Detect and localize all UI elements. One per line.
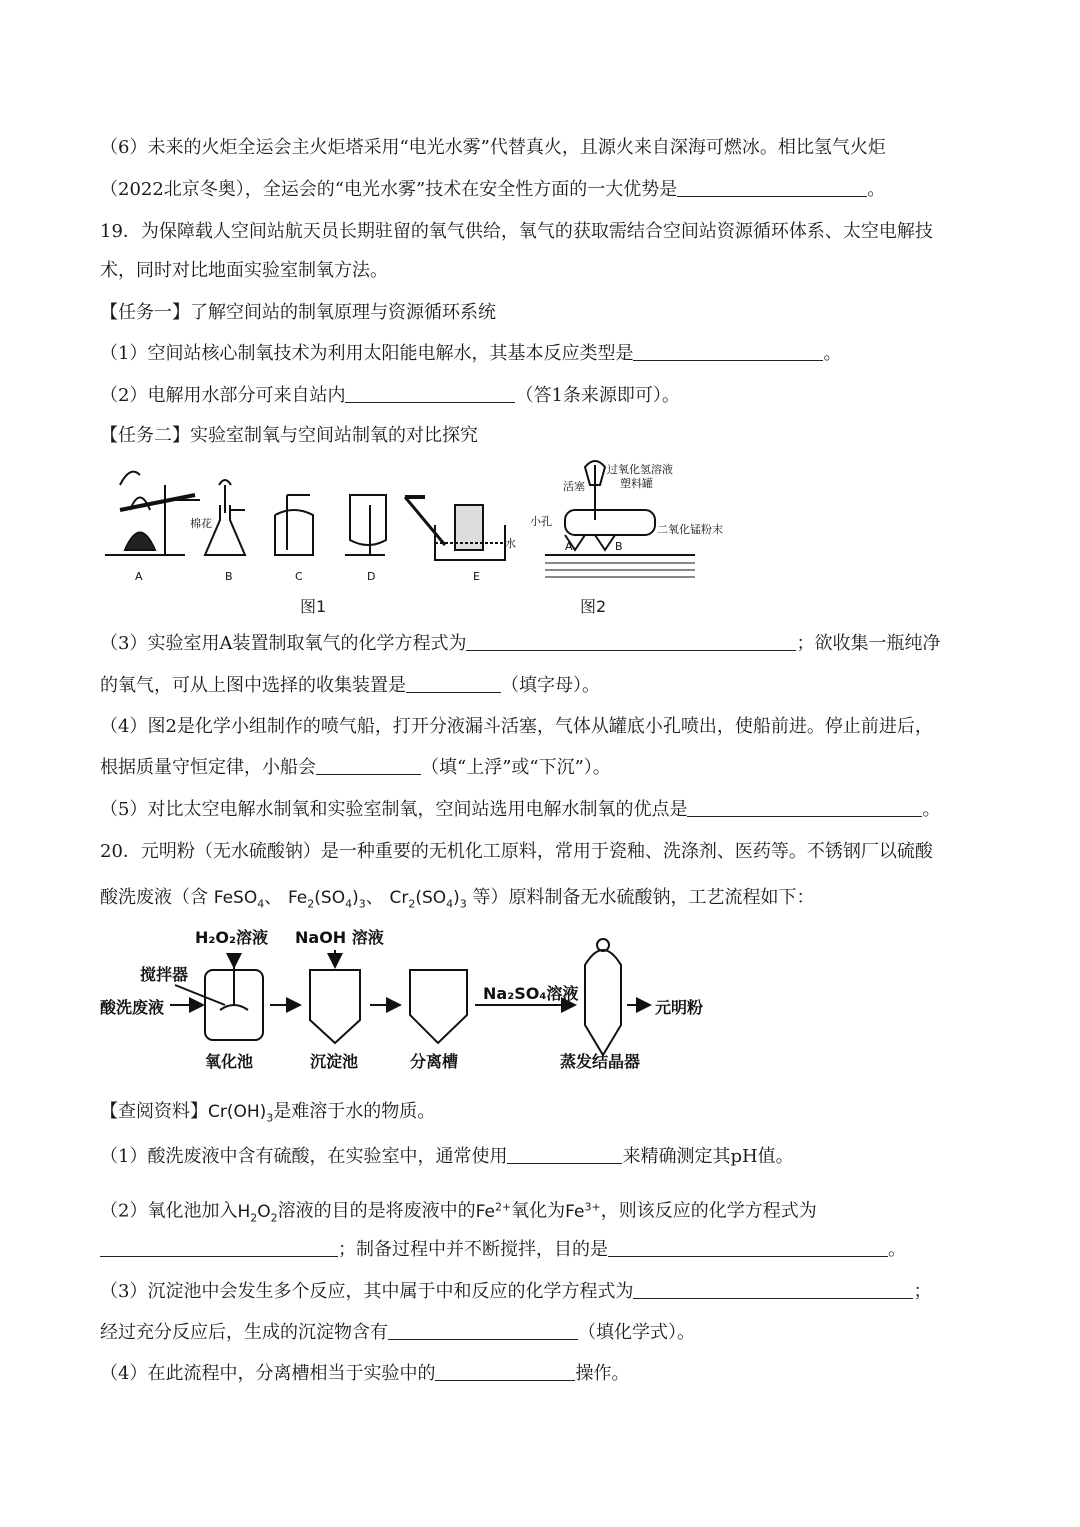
answer-blank[interactable] [100,1238,338,1257]
flow-label-evaporator: 蒸发结晶器 [560,1052,641,1071]
q19-q4-line1: （4）图2是化学小组制作的喷气船，打开分液漏斗活塞，气体从罐底小孔喷出，使船前进。停止前进后， [100,716,933,737]
chem-fe2so43: $Fe_2(SO_4)_3$ [287,888,366,911]
q20-q3-line2: 经过充分反应后，生成的沉淀物含有 （填化学式）。 [100,1322,695,1343]
q19-q1: （1）空间站核心制氧技术为利用太阳能电解水，其基本反应类型是 。 [100,343,842,364]
label-water: 水 [505,537,516,550]
answer-blank[interactable] [345,384,515,403]
q19-q2: （2）电解用水部分可来自站内 （答1条来源即可）。 [100,385,680,406]
label-h2o2: 过氧化氢溶液 [607,463,673,476]
answer-blank[interactable] [608,1238,888,1257]
q20-intro-line1: 20．元明粉（无水硫酸钠）是一种重要的无机化工原料，常用于瓷釉、洗涤剂、医药等。不锈钢厂以硫酸 [100,841,933,862]
process-flow-diagram [95,925,755,1080]
q19-q3-line1: （3）实验室用A装置制取氧气的化学方程式为 ；欲收集一瓶纯净 [100,633,941,654]
answer-blank[interactable] [435,1362,575,1381]
label-boat-b: B [615,540,623,553]
label-can: 塑料罐 [620,477,653,490]
apparatus-e [405,497,505,560]
q20-reference: 【查阅资料】$Cr(OH)_3$是难溶于水的物质。 [100,1101,436,1125]
apparatus-d [345,495,386,555]
q19-q5: （5）对比太空电解水制氧和实验室制氧，空间站选用电解水制氧的优点是 。 [100,799,941,820]
flow-label-separation: 分离槽 [410,1052,459,1071]
q19-task1-heading: 【任务一】了解空间站的制氧原理与资源循环系统 [100,302,496,323]
separation-tank [410,970,467,1043]
label-c: C [295,570,303,583]
q18-6-line2: （2022北京冬奥），全运会的“电光水雾”技术在安全性方面的一大优势是 。 [100,179,886,200]
flow-label-product: 元明粉 [655,998,704,1017]
apparatus-a [105,472,200,555]
flow-label-stirrer: 搅拌器 [140,965,189,984]
answer-blank[interactable] [633,342,823,361]
q20-q2-line1: （2）氧化池加入$H_2O_2$溶液的目的是将废液中的$Fe^{2+}$氧化为$Fe^{3+}$，则该反应的化学方程式为 [100,1200,817,1225]
answer-blank[interactable] [316,756,421,775]
flow-label-precipitation: 沉淀池 [310,1052,359,1071]
label-a: A [135,570,143,583]
precipitation-tank [310,970,360,1043]
flow-label-na2so4: Na₂SO₄溶液 [483,984,579,1003]
evaporator [585,950,621,1055]
q19-task2-heading: 【任务二】实验室制氧与空间站制氧的对比探究 [100,425,478,446]
q20-intro-line2: 酸洗废液（含 FeSO$_4$、 $Fe_2(SO_4)_3$、 $Cr_2(SO_4)_3$ 等）原料制备无水硫酸钠，工艺流程如下： [100,887,815,911]
label-hole: 小孔 [530,515,552,528]
label-valve: 活塞 [563,480,585,493]
figure2-caption: 图2 [580,597,607,616]
flow-label-oxidation: 氧化池 [205,1052,254,1071]
q20-q4: （4）在此流程中，分离槽相当于实验中的 操作。 [100,1363,630,1384]
figure1-caption: 图1 [300,597,327,616]
q19-q4-line2: 根据质量守恒定律，小船会 （填“上浮”或“下沉”）。 [100,757,611,778]
answer-blank[interactable] [388,1321,578,1340]
answer-blank[interactable] [466,632,796,651]
answer-blank[interactable] [677,178,867,197]
q19-q3-line2: 的氧气，可从上图中选择的收集装置是 （填字母）。 [100,675,600,696]
flow-label-naoh: NaOH 溶液 [295,928,384,947]
answer-blank[interactable] [507,1145,622,1164]
q20-q1: （1）酸洗废液中含有硫酸，在实验室中，通常使用 来精确测定其pH值。 [100,1146,794,1167]
apparatus-figure [95,455,725,620]
q19-intro-line1: 19．为保障载人空间站航天员长期驻留的氧气供给，氧气的获取需结合空间站资源循环体系、太空电解技 [100,221,933,242]
answer-blank[interactable] [633,1280,913,1299]
apparatus-c [275,495,313,555]
label-b: B [225,570,233,583]
answer-blank[interactable] [687,798,922,817]
chem-feso4: FeSO$_4$ [213,888,265,911]
q19-intro-line2: 术，同时对比地面实验室制氧方法。 [100,260,388,281]
label-cotton: 棉花 [190,517,212,530]
q20-q2-line2: ；制备过程中并不断搅拌，目的是 。 [100,1238,906,1262]
label-mno2: 二氧化锰粉末 [657,523,723,536]
chem-cr2so43: $Cr_2(SO_4)_3$ [389,888,467,911]
q18-6-line1: （6）未来的火炬全运会主火炬塔采用“电光水雾”代替真火，且源火来自深海可燃冰。相比氢气火炬 [100,137,886,158]
label-boat-a: A [565,540,573,553]
flow-label-h2o2: H₂O₂溶液 [195,928,269,947]
q20-q3-line1: （3）沉淀池中会发生多个反应，其中属于中和反应的化学方程式为 ； [100,1281,932,1302]
label-d: D [367,570,376,583]
flow-label-waste: 酸洗废液 [100,998,165,1017]
answer-blank[interactable] [406,674,501,693]
label-e: E [473,570,480,583]
